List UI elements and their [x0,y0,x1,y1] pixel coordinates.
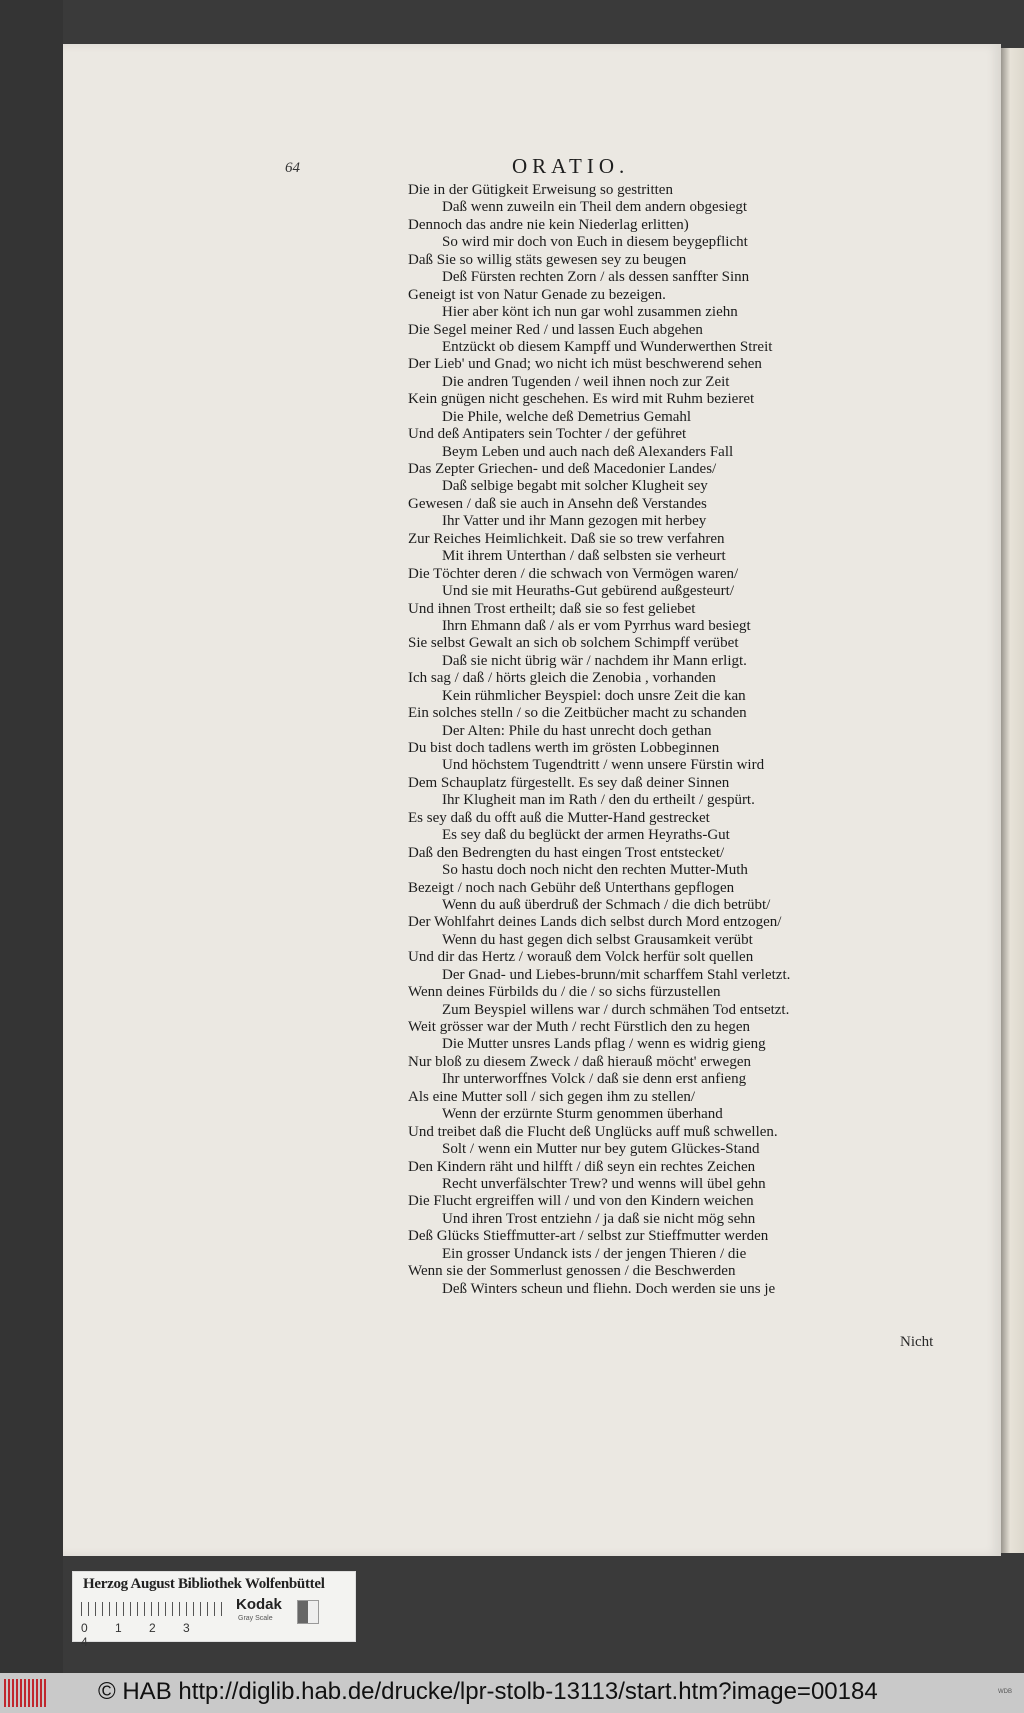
text-line: Recht unverfälschter Trew? und wenns will übel gehn [442,1175,766,1192]
text-line: Deß Winters scheun und fliehn. Doch werden sie uns je [442,1280,776,1297]
text-line: Zum Beyspiel willens war / durch schmähen Tod entsetzt. [442,1001,790,1018]
text-line: Der Alten: Phile du hast unrecht doch gethan [442,722,712,739]
gray-scale-label: Gray Scale [238,1615,273,1622]
ruler-number: 1 [115,1621,122,1635]
text-line: Kein gnügen nicht geschehen. Es wird mit Ruhm bezieret [408,391,755,408]
copyright-link[interactable]: © HAB http://diglib.hab.de/drucke/lpr-stolb-13113/start.htm?image=00184 [98,1678,878,1705]
text-line: Es sey daß du offt auß die Mutter-Hand gestrecket [408,809,710,826]
text-line: Du bist doch tadlens werth im grösten Lobbeginnen [408,740,720,756]
ruler-numbers [81,1621,241,1649]
text-line: Wenn du auß überdruß der Schmach / die dich betrübt/ [442,896,771,913]
text-line: Es sey daß du beglückt der armen Heyraths-Gut [442,827,730,844]
text-line: Geneigt ist von Natur Genade zu bezeigen. [408,286,666,303]
text-line: Und höchstem Tugendtritt / wenn unsere Fürstin wird [442,757,765,774]
text-line: Zur Reiches Heimlichkeit. Daß sie so trew verfahren [408,530,725,547]
text-line: Daß wenn zuweiln ein Theil dem andern obgesiegt [442,199,748,216]
text-line: Wenn du hast gegen dich selbst Grausamkeit verübt [442,931,753,948]
text-line: Solt / wenn ein Mutter nur bey gutem Glückes-Stand [442,1141,760,1158]
facing-page-edge [1001,48,1024,1553]
text-line: Wenn deines Fürbilds du / die / so sichs fürzustellen [408,984,721,1001]
ruler-number: 4 [81,1635,88,1649]
text-line: Ich sag / daß / hörts gleich die Zenobia , vorhanden [408,670,716,687]
text-line: Daß den Bedrengten du hast eingen Trost entstecket/ [408,844,725,861]
text-line: Bezeigt / noch nach Gebühr deß Unterthans gepflogen [408,879,735,896]
text-line: Der Gnad- und Liebes-brunn/mit scharffem Stahl verletzt. [442,966,791,983]
page-title: ORATIO. [512,154,630,178]
text-line: Und deß Antipaters sein Tochter / der geführet [408,426,687,443]
text-line: Mit ihrem Unterthan / daß selbsten sie verheurt [442,548,726,565]
text-line: Sie selbst Gewalt an sich ob solchem Schimpff verübet [408,635,739,652]
ruler-number: 2 [149,1621,156,1635]
text-line: Nur bloß zu diesem Zweck / daß hierauß möcht' erwegen [408,1053,752,1070]
text-line: Ein solches stelln / so die Zeitbücher macht zu schanden [408,705,747,722]
text-line: Daß selbige begabt mit solcher Klugheit sey [442,478,708,495]
ruler-number: 0 [81,1621,88,1635]
text-line: Die andren Tugenden / weil ihnen noch zur Zeit [442,373,730,390]
text-line: Deß Fürsten rechten Zorn / als dessen sanffter Sinn [442,269,750,286]
text-line: Und sie mit Heuraths-Gut gebürend außgesteurt/ [442,583,735,600]
text-line: Kein rühmlicher Beyspiel: doch unsre Zeit die kan [442,687,746,704]
text-line: Daß sie nicht übrig wär / nachdem ihr Mann erligt. [442,652,747,669]
text-line: Die Töchter deren / die schwach von Vermögen waren/ [408,565,739,582]
text-line: Die Segel meiner Red / und lassen Euch abgehen [408,321,703,338]
text-line: Deß Glücks Stieffmutter-art / selbst zur Stieffmutter werden [408,1228,769,1245]
text-line: Das Zepter Griechen- und deß Macedonier Landes/ [408,461,717,477]
text-line: So wird mir doch von Euch in diesem beygepflicht [442,234,748,251]
page-number: 64 [285,160,300,176]
text-line: Und ihren Trost entziehn / ja daß sie nicht mög sehn [442,1210,756,1227]
text-line: Und ihnen Trost ertheilt; daß sie so fest geliebet [408,600,696,617]
text-line: So hastu doch noch nicht den rechten Mutter-Muth [442,862,748,879]
poem-text [408,182,838,1298]
ruler-number: 3 [183,1621,190,1635]
text-line: Den Kindern räht und hilfft / diß seyn ein rechtes Zeichen [408,1158,756,1175]
text-line: Gewesen / daß sie auch in Ansehn deß Verstandes [408,495,707,512]
text-line: Dennoch das andre nie kein Niederlag erlitten) [408,216,689,233]
text-line: Daß Sie so willig stäts gewesen sey zu beugen [408,251,687,268]
text-line: Die Mutter unsres Lands pflag / wenn es widrig gieng [442,1036,766,1053]
library-color-chart [72,1571,356,1649]
text-line: Dem Schauplatz fürgestellt. Es sey daß deiner Sinnen [408,774,730,791]
scan-background [0,0,63,1673]
text-line: Der Wohlfahrt deines Lands dich selbst durch Mord entzogen/ [408,914,782,931]
hab-logo-icon [4,1679,46,1707]
text-line: Ein grosser Undanck ists / der jengen Thieren / die [442,1245,747,1262]
catchword: Nicht [900,1334,934,1350]
text-line: Der Lieb' und Gnad; wo nicht ich müst beschwerend sehen [408,356,762,373]
text-line: Ihr Vatter und ihr Mann gezogen mit herbey [442,513,707,530]
text-line: Ihr Klugheit man im Rath / den du ertheilt / gespürt. [442,792,755,809]
footer-mark: WDB [998,1689,1012,1695]
text-line: Wenn sie der Sommerlust genossen / die Beschwerden [408,1263,736,1280]
text-line: Und treibet daß die Flucht deß Unglücks auff muß schwellen. [408,1123,778,1140]
text-line: Wenn der erzürnte Sturm genommen überhand [442,1106,723,1123]
text-line: Ihrn Ehmann daß / als er vom Pyrrhus ward besiegt [442,617,751,634]
library-name: Herzog August Bibliothek Wolfenbüttel [83,1576,325,1592]
gray-swatch [297,1600,319,1624]
text-line: Ihr unterworffnes Volck / daß sie denn erst anfieng [442,1071,747,1088]
text-line: Als eine Mutter soll / sich gegen ihm zu stellen/ [408,1088,696,1105]
kodak-brand: Kodak [236,1596,282,1613]
text-line: Beym Leben und auch nach deß Alexanders Fall [442,443,734,460]
footer-bar [0,1673,1024,1713]
ruler [81,1602,226,1616]
text-line: Die Phile, welche deß Demetrius Gemahl [442,408,692,425]
text-line: Weit grösser war der Muth / recht Fürstlich den zu hegen [408,1019,751,1035]
text-line: Hier aber könt ich nun gar wohl zusammen ziehn [442,304,738,321]
text-line: Die Flucht ergreiffen will / und von den Kindern weichen [408,1193,754,1210]
text-line: Und dir das Hertz / worauß dem Volck herfür solt quellen [408,949,754,966]
text-line: Die in der Gütigkeit Erweisung so gestritten [408,182,673,198]
text-line: Entzückt ob diesem Kampff und Wunderwerthen Streit [442,338,773,355]
